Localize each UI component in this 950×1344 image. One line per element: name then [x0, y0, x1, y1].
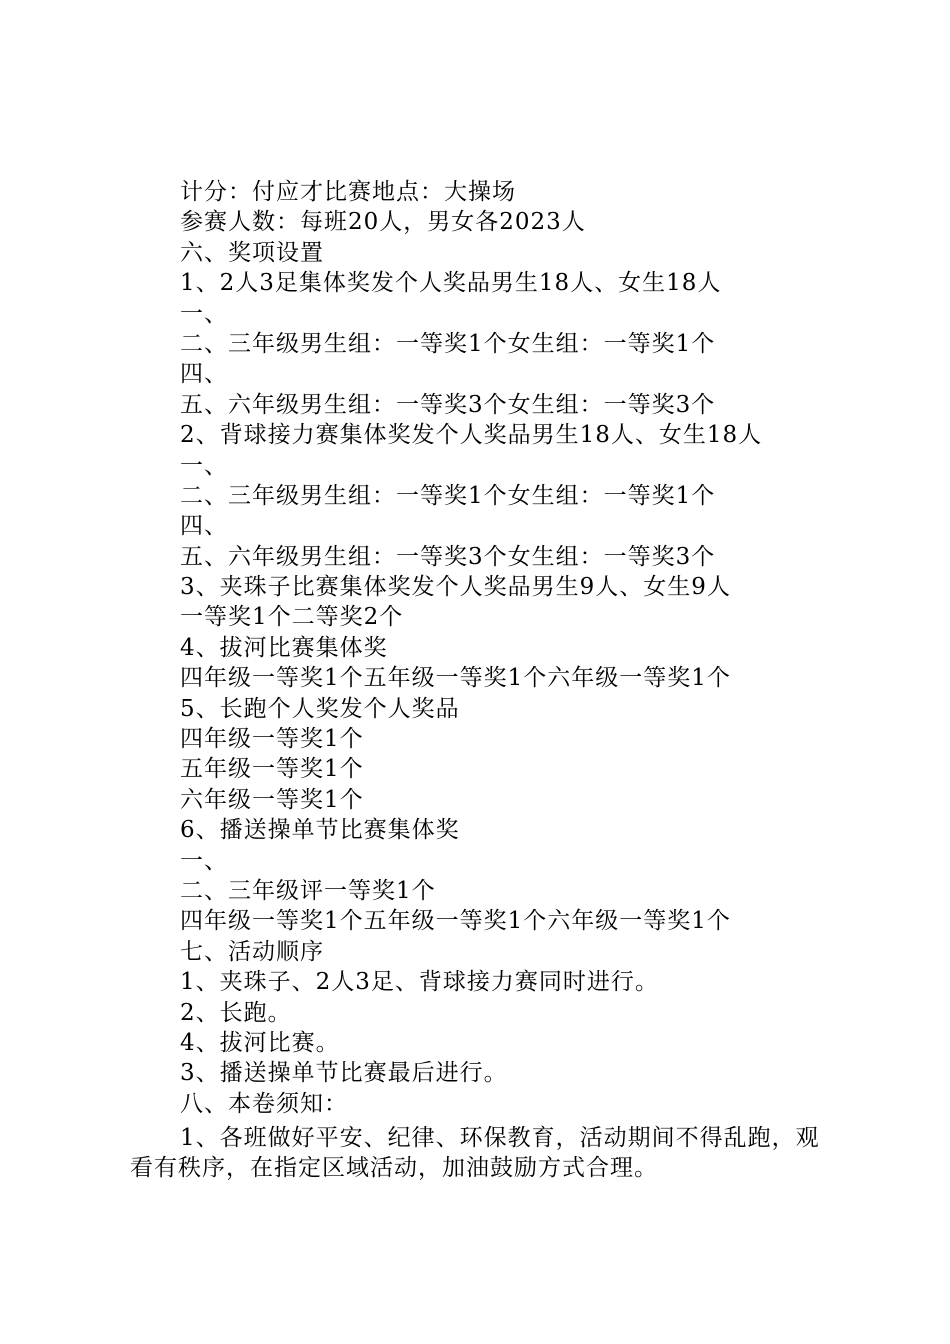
text-line: 6、播送操单节比赛集体奖 [180, 817, 460, 844]
text-line: 五年级一等奖1个 [180, 756, 364, 783]
text-line: 四年级一等奖1个 [180, 726, 364, 753]
text-line: 3、播送操单节比赛最后进行。 [180, 1060, 508, 1087]
text-line: 二、三年级男生组：一等奖1个女生组：一等奖1个 [180, 330, 716, 357]
text-line: 四年级一等奖1个五年级一等奖1个六年级一等奖1个 [180, 908, 731, 935]
text-line: 计分：付应才比赛地点：大操场 [180, 179, 516, 205]
text-line: 五、六年级男生组：一等奖3个女生组：一等奖3个 [180, 543, 716, 570]
text-line: 五、六年级男生组：一等奖3个女生组：一等奖3个 [180, 391, 716, 418]
text-line: 四、 [180, 513, 228, 540]
document-body [180, 177, 830, 1119]
text-line: 一、 [180, 452, 228, 479]
section-heading: 八、本卷须知： [180, 1090, 348, 1117]
text-line: 1、夹珠子、2人3足、背球接力赛同时进行。 [180, 969, 659, 996]
text-line: 一等奖1个二等奖2个 [180, 604, 404, 631]
text-line: 1、2人3足集体奖发个人奖品男生18人、女生18人 [180, 270, 722, 297]
text-line: 4、拔河比赛集体奖 [180, 634, 388, 661]
section-heading: 七、活动顺序 [180, 938, 324, 965]
text-line: 2、背球接力赛集体奖发个人奖品男生18人、女生18人 [180, 422, 763, 449]
text-line: 一、 [180, 300, 228, 327]
text-line: 六年级一等奖1个 [180, 786, 364, 813]
text-line: 4、拔河比赛。 [180, 1029, 340, 1056]
text-line: 一、 [180, 847, 228, 874]
text-line: 四年级一等奖1个五年级一等奖1个六年级一等奖1个 [180, 665, 731, 692]
text-line: 3、夹珠子比赛集体奖发个人奖品男生9人、女生9人 [180, 574, 731, 601]
text-line: 二、三年级评一等奖1个 [180, 877, 436, 904]
text-line: 四、 [180, 361, 228, 388]
text-line: 2、长跑。 [180, 999, 292, 1026]
notice-paragraph: 1、各班做好平安、纪律、环保教育，活动期间不得乱跑，观看有秩序，在指定区域活动，加油鼓励方式合理。 [130, 1125, 820, 1182]
section-heading: 六、奖项设置 [180, 239, 324, 266]
text-line: 参赛人数：每班20人，男女各2023人 [180, 209, 586, 236]
text-line: 5、长跑个人奖发个人奖品 [180, 695, 460, 722]
text-line: 二、三年级男生组：一等奖1个女生组：一等奖1个 [180, 482, 716, 509]
